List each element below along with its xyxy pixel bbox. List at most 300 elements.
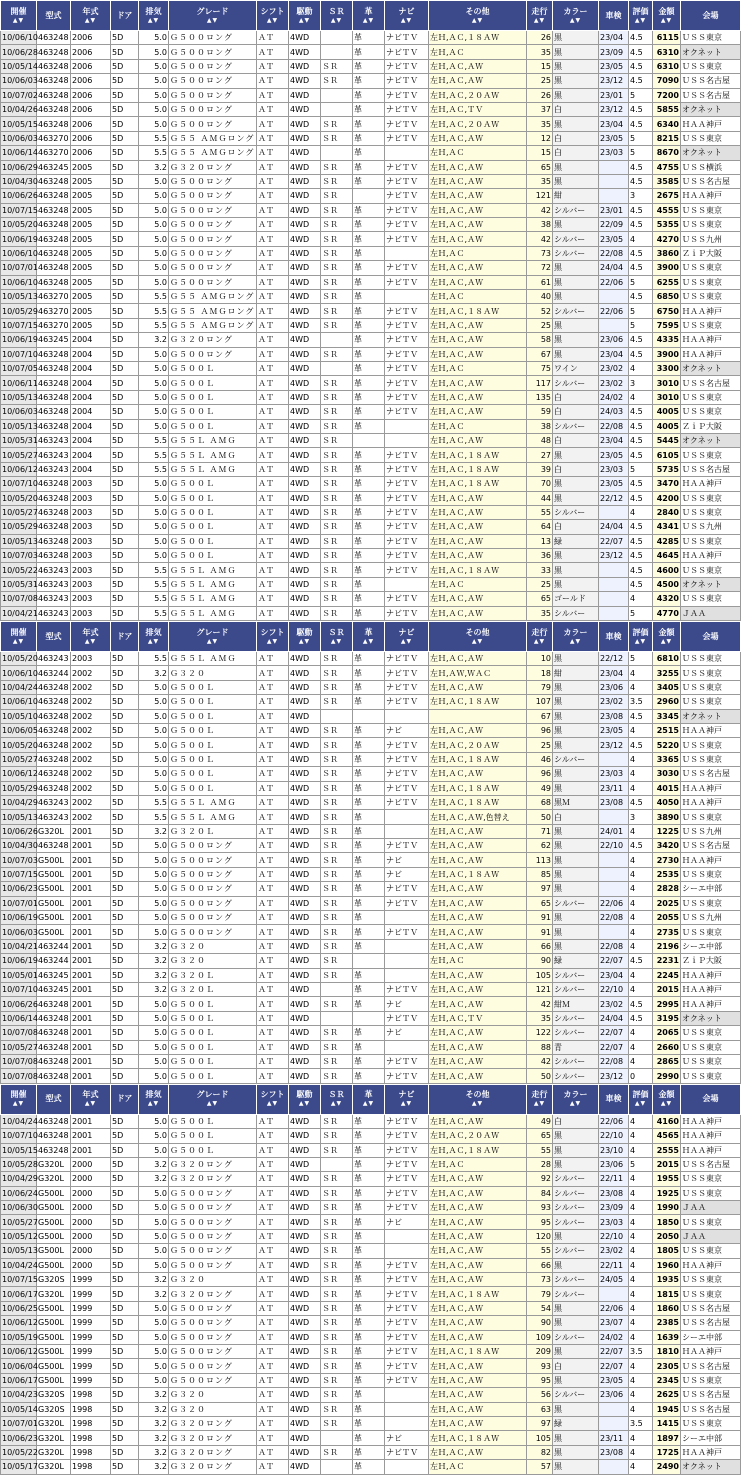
cell-shift: ＡＴ (257, 189, 289, 203)
cell-mileage: 96 (527, 723, 553, 737)
cell-other: 左Ｈ,ＡＣ,ＡＷ (429, 203, 527, 217)
cell-leather: 革 (353, 983, 385, 997)
sort-arrows-icon[interactable]: ▲▼ (471, 16, 484, 24)
column-header-date[interactable] (1, 1, 37, 31)
cell-drive: 4WD (289, 839, 321, 853)
column-header-leather[interactable] (353, 1, 385, 31)
cell-color: 白 (553, 1114, 599, 1128)
cell-inspection: 23/08 (599, 795, 629, 809)
column-header-displacement[interactable] (139, 1, 169, 31)
cell-inspection: 23/04 (599, 347, 629, 361)
cell-drive: 4WD (289, 146, 321, 160)
column-header-year[interactable] (71, 622, 111, 652)
column-header-rating[interactable] (629, 1084, 653, 1114)
cell-year: 2005 (71, 218, 111, 232)
cell-navi: ナビＴＶ (385, 1301, 429, 1315)
cell-inspection (599, 882, 629, 896)
cell-drive: 4WD (289, 563, 321, 577)
column-header-shift[interactable] (257, 1, 289, 31)
cell-model-code: 463248 (37, 275, 71, 289)
column-header-shift[interactable] (257, 622, 289, 652)
cell-model-code: 463248 (37, 1040, 71, 1054)
sort-arrows-icon[interactable]: ▲▼ (147, 1100, 160, 1108)
cell-doors: 5D (111, 577, 139, 591)
sort-arrows-icon[interactable]: ▲▼ (206, 637, 219, 645)
cell-venue: ＺｉＰ大阪 (681, 246, 741, 260)
cell-navi: ナビＴＶ (385, 680, 429, 694)
column-header-other[interactable] (429, 622, 527, 652)
column-header-rating[interactable] (629, 622, 653, 652)
cell-price: 4270 (653, 232, 681, 246)
cell-color: シルバー (553, 1054, 599, 1068)
sort-arrows-icon[interactable]: ▲▼ (471, 637, 484, 645)
column-header-mileage[interactable] (527, 622, 553, 652)
cell-color: 黒 (553, 1431, 599, 1445)
cell-leather: 革 (353, 1054, 385, 1068)
cell-model-code: 463243 (37, 652, 71, 666)
cell-date: 10/06/12 (1, 1316, 37, 1330)
cell-navi: ナビＴＶ (385, 59, 429, 73)
sort-arrows-icon[interactable]: ▲▼ (569, 16, 582, 24)
column-header-drive[interactable] (289, 1084, 321, 1114)
cell-leather: 革 (353, 31, 385, 45)
cell-color: 白 (553, 131, 599, 145)
column-header-other[interactable] (429, 1084, 527, 1114)
cell-sunroof: ＳＲ (321, 419, 353, 433)
cell-color: 紺Ｍ (553, 997, 599, 1011)
column-header-label: ＳＲ (328, 627, 345, 637)
cell-sunroof: ＳＲ (321, 520, 353, 534)
cell-model-code: G500L (37, 882, 71, 896)
cell-displacement: 5.0 (139, 1129, 169, 1143)
cell-navi: ナビ (385, 1215, 429, 1229)
column-header-doors (111, 1084, 139, 1114)
cell-inspection: 22/11 (599, 1172, 629, 1186)
cell-displacement: 3.2 (139, 1172, 169, 1186)
column-header-leather[interactable] (353, 1084, 385, 1114)
column-header-grade[interactable] (169, 1, 257, 31)
cell-model-code: G320L (37, 1287, 71, 1301)
cell-rating: 4.5 (629, 102, 653, 116)
column-header-drive[interactable] (289, 622, 321, 652)
column-header-sunroof[interactable] (321, 622, 353, 652)
sort-arrows-icon[interactable]: ▲▼ (298, 16, 311, 24)
sort-arrows-icon[interactable]: ▲▼ (634, 637, 647, 645)
cell-displacement: 5.0 (139, 680, 169, 694)
cell-price: 2490 (653, 1460, 681, 1474)
sort-arrows-icon[interactable]: ▲▼ (84, 637, 97, 645)
cell-displacement: 5.5 (139, 577, 169, 591)
cell-navi (385, 1388, 429, 1402)
cell-shift: ＡＴ (257, 1344, 289, 1358)
sort-arrows-icon[interactable]: ▲▼ (12, 1100, 25, 1108)
cell-date: 10/05/19 (1, 1330, 37, 1344)
cell-model-code: 463248 (37, 709, 71, 723)
sort-arrows-icon[interactable]: ▲▼ (660, 637, 673, 645)
cell-grade: Ｇ５００Ｌ (169, 534, 257, 548)
table-row (1, 261, 741, 275)
cell-drive: 4WD (289, 997, 321, 1011)
sort-arrows-icon[interactable]: ▲▼ (298, 637, 311, 645)
cell-price: 5735 (653, 462, 681, 476)
cell-venue: ＵＳＳ東京 (681, 261, 741, 275)
cell-navi: ナビＴＶ (385, 925, 429, 939)
cell-leather: 革 (353, 1301, 385, 1315)
column-header-navi[interactable] (385, 1, 429, 31)
cell-inspection: 22/11 (599, 1258, 629, 1272)
cell-sunroof: ＳＲ (321, 505, 353, 519)
column-header-price[interactable] (653, 1084, 681, 1114)
sort-arrows-icon[interactable]: ▲▼ (266, 16, 279, 24)
column-header-label: 駆動 (296, 627, 313, 637)
cell-navi: ナビＴＶ (385, 477, 429, 491)
sort-arrows-icon[interactable]: ▲▼ (84, 1100, 97, 1108)
column-header-date[interactable] (1, 1084, 37, 1114)
cell-rating: 4.5 (629, 59, 653, 73)
cell-sunroof (321, 361, 353, 375)
cell-color: 黒 (553, 709, 599, 723)
cell-mileage: 35 (527, 117, 553, 131)
cell-other: 左Ｈ,ＡＣ,ＡＷ (429, 853, 527, 867)
sort-arrows-icon[interactable]: ▲▼ (400, 637, 413, 645)
cell-leather: 革 (353, 246, 385, 260)
cell-doors: 5D (111, 882, 139, 896)
cell-mileage: 39 (527, 462, 553, 476)
cell-navi: ナビＴＶ (385, 261, 429, 275)
column-header-label: ドア (116, 631, 133, 641)
table-row (1, 795, 741, 809)
cell-year: 2006 (71, 102, 111, 116)
column-header-label: 排気 (145, 627, 162, 637)
cell-doors: 5D (111, 1359, 139, 1373)
cell-sunroof: ＳＲ (321, 491, 353, 505)
cell-model-code: 463245 (37, 968, 71, 982)
cell-sunroof: ＳＲ (321, 911, 353, 925)
cell-drive: 4WD (289, 448, 321, 462)
cell-year: 2003 (71, 606, 111, 620)
cell-displacement: 5.5 (139, 433, 169, 447)
cell-leather: 革 (353, 592, 385, 606)
cell-drive: 4WD (289, 1258, 321, 1272)
cell-displacement: 5.0 (139, 361, 169, 375)
cell-doors: 5D (111, 1316, 139, 1330)
cell-color: シルバー (553, 246, 599, 260)
cell-sunroof: ＳＲ (321, 563, 353, 577)
cell-venue: ＨＡＡ神戸 (681, 853, 741, 867)
cell-inspection (599, 563, 629, 577)
sort-arrows-icon[interactable]: ▲▼ (362, 1100, 375, 1108)
sort-arrows-icon[interactable]: ▲▼ (660, 1100, 673, 1108)
sort-arrows-icon[interactable]: ▲▼ (660, 16, 673, 24)
cell-shift: ＡＴ (257, 246, 289, 260)
sort-arrows-icon[interactable]: ▲▼ (266, 637, 279, 645)
column-header-sunroof[interactable] (321, 1084, 353, 1114)
column-header-sunroof[interactable] (321, 1, 353, 31)
cell-rating: 4 (629, 752, 653, 766)
cell-model-code: 463243 (37, 606, 71, 620)
column-header-grade[interactable] (169, 622, 257, 652)
cell-mileage: 25 (527, 318, 553, 332)
cell-year: 2000 (71, 1157, 111, 1171)
column-header-mileage[interactable] (527, 1, 553, 31)
cell-shift: ＡＴ (257, 824, 289, 838)
cell-sunroof: ＳＲ (321, 853, 353, 867)
table-row (1, 1026, 741, 1040)
cell-mileage: 42 (527, 1054, 553, 1068)
cell-date: 10/06/19 (1, 333, 37, 347)
cell-date: 10/05/22 (1, 1445, 37, 1459)
sort-arrows-icon[interactable]: ▲▼ (569, 637, 582, 645)
cell-mileage: 97 (527, 882, 553, 896)
column-header-color[interactable] (553, 1084, 599, 1114)
cell-venue: シーエ中部 (681, 939, 741, 953)
table-row (1, 1316, 741, 1330)
cell-sunroof: ＳＲ (321, 738, 353, 752)
sort-arrows-icon[interactable]: ▲▼ (330, 16, 343, 24)
cell-navi: ナビＴＶ (385, 1186, 429, 1200)
cell-price: 6810 (653, 652, 681, 666)
cell-other: 左Ｈ,ＡＣ,１８ＡＷ (429, 304, 527, 318)
column-header-other[interactable] (429, 1, 527, 31)
cell-model-code: 463243 (37, 795, 71, 809)
sort-arrows-icon[interactable]: ▲▼ (206, 16, 219, 24)
cell-navi: ナビＴＶ (385, 1069, 429, 1083)
sort-arrows-icon[interactable]: ▲▼ (12, 637, 25, 645)
cell-leather: 革 (353, 1186, 385, 1200)
cell-other: 左Ｈ,ＡＣ,ＡＷ (429, 968, 527, 982)
cell-inspection: 23/12 (599, 1069, 629, 1083)
cell-navi: ナビＴＶ (385, 1143, 429, 1157)
cell-inspection: 22/06 (599, 1114, 629, 1128)
cell-rating: 4 (629, 882, 653, 896)
column-header-displacement[interactable] (139, 1084, 169, 1114)
table-row (1, 31, 741, 45)
sort-arrows-icon[interactable]: ▲▼ (533, 16, 546, 24)
cell-leather: 革 (353, 1172, 385, 1186)
cell-inspection: 23/02 (599, 997, 629, 1011)
cell-sunroof: ＳＲ (321, 1054, 353, 1068)
cell-mileage: 93 (527, 1201, 553, 1215)
cell-navi: ナビＴＶ (385, 88, 429, 102)
header-row (1, 1, 741, 31)
cell-color: 黒 (553, 549, 599, 563)
cell-sunroof: ＳＲ (321, 477, 353, 491)
sort-arrows-icon[interactable]: ▲▼ (266, 1100, 279, 1108)
sort-arrows-icon[interactable]: ▲▼ (362, 637, 375, 645)
cell-doors: 5D (111, 102, 139, 116)
cell-price: 1955 (653, 1172, 681, 1186)
cell-sunroof (321, 1157, 353, 1171)
cell-drive: 4WD (289, 1040, 321, 1054)
column-header-displacement[interactable] (139, 622, 169, 652)
cell-leather: 革 (353, 781, 385, 795)
cell-grade: Ｇ３２０ (169, 1402, 257, 1416)
sort-arrows-icon[interactable]: ▲▼ (84, 16, 97, 24)
cell-date: 10/06/23 (1, 1431, 37, 1445)
column-header-mileage[interactable] (527, 1084, 553, 1114)
sort-arrows-icon[interactable]: ▲▼ (400, 16, 413, 24)
cell-doors: 5D (111, 1258, 139, 1272)
cell-venue: ＵＳＳ東京 (681, 505, 741, 519)
cell-venue: ＵＳＳ九州 (681, 911, 741, 925)
cell-drive: 4WD (289, 1416, 321, 1430)
column-header-grade[interactable] (169, 1084, 257, 1114)
cell-year: 2001 (71, 954, 111, 968)
cell-price: 2960 (653, 695, 681, 709)
cell-rating: 4.5 (629, 520, 653, 534)
cell-shift: ＡＴ (257, 853, 289, 867)
cell-grade: Ｇ５００ロング (169, 203, 257, 217)
cell-doors: 5D (111, 810, 139, 824)
cell-rating: 4 (629, 1330, 653, 1344)
sort-arrows-icon[interactable]: ▲▼ (147, 637, 160, 645)
cell-rating: 3 (629, 189, 653, 203)
sort-arrows-icon[interactable]: ▲▼ (12, 16, 25, 24)
cell-color: 緑 (553, 1416, 599, 1430)
column-header-model-code (37, 622, 71, 652)
cell-inspection (599, 1416, 629, 1430)
cell-mileage: 10 (527, 652, 553, 666)
cell-leather: 革 (353, 911, 385, 925)
cell-navi: ナビＴＶ (385, 1373, 429, 1387)
cell-inspection: 23/04 (599, 31, 629, 45)
cell-price: 6750 (653, 304, 681, 318)
cell-leather: 革 (353, 534, 385, 548)
table-row (1, 1215, 741, 1229)
sort-arrows-icon[interactable]: ▲▼ (471, 1100, 484, 1108)
cell-grade: Ｇ３２０ロング (169, 333, 257, 347)
cell-rating: 5 (629, 131, 653, 145)
cell-shift: ＡＴ (257, 448, 289, 462)
cell-doors: 5D (111, 88, 139, 102)
cell-year: 1998 (71, 1388, 111, 1402)
cell-grade: Ｇ５５Ｌ ＡＭＧ (169, 795, 257, 809)
cell-color: シルバー (553, 1215, 599, 1229)
cell-grade: Ｇ５５Ｌ ＡＭＧ (169, 810, 257, 824)
column-header-year[interactable] (71, 1084, 111, 1114)
cell-rating: 4.5 (629, 448, 653, 462)
cell-year: 2001 (71, 1129, 111, 1143)
cell-grade: Ｇ５００ロング (169, 925, 257, 939)
cell-shift: ＡＴ (257, 117, 289, 131)
sort-arrows-icon[interactable]: ▲▼ (330, 637, 343, 645)
cell-drive: 4WD (289, 606, 321, 620)
column-header-inspection (599, 622, 629, 652)
cell-grade: Ｇ５００Ｌ (169, 752, 257, 766)
sort-arrows-icon[interactable]: ▲▼ (533, 1100, 546, 1108)
cell-displacement: 5.0 (139, 1359, 169, 1373)
cell-leather: 革 (353, 606, 385, 620)
cell-price: 2625 (653, 1388, 681, 1402)
cell-rating: 3.5 (629, 695, 653, 709)
sort-arrows-icon[interactable]: ▲▼ (634, 1100, 647, 1108)
column-header-date[interactable] (1, 622, 37, 652)
column-header-rating[interactable] (629, 1, 653, 31)
cell-inspection: 23/12 (599, 74, 629, 88)
cell-mileage: 26 (527, 31, 553, 45)
column-header-navi[interactable] (385, 1084, 429, 1114)
cell-leather: 革 (353, 520, 385, 534)
cell-shift: ＡＴ (257, 752, 289, 766)
column-header-drive[interactable] (289, 1, 321, 31)
cell-leather: 革 (353, 723, 385, 737)
sort-arrows-icon[interactable]: ▲▼ (533, 637, 546, 645)
sort-arrows-icon[interactable]: ▲▼ (330, 1100, 343, 1108)
cell-color: 黒 (553, 1301, 599, 1315)
table-row (1, 723, 741, 737)
cell-rating: 4.5 (629, 477, 653, 491)
cell-displacement: 5.5 (139, 563, 169, 577)
column-header-color[interactable] (553, 622, 599, 652)
cell-price: 2015 (653, 983, 681, 997)
sort-arrows-icon[interactable]: ▲▼ (569, 1100, 582, 1108)
cell-mileage: 35 (527, 1011, 553, 1025)
cell-mileage: 42 (527, 203, 553, 217)
cell-shift: ＡＴ (257, 867, 289, 881)
cell-sunroof: ＳＲ (321, 1373, 353, 1387)
cell-leather: 革 (353, 1157, 385, 1171)
cell-model-code: G320L (37, 1416, 71, 1430)
sort-arrows-icon[interactable]: ▲▼ (298, 1100, 311, 1108)
table-row (1, 1129, 741, 1143)
cell-date: 10/06/26 (1, 997, 37, 1011)
sort-arrows-icon[interactable]: ▲▼ (400, 1100, 413, 1108)
cell-rating: 4 (629, 1201, 653, 1215)
cell-other (429, 709, 527, 723)
cell-color: 黒 (553, 695, 599, 709)
sort-arrows-icon[interactable]: ▲▼ (362, 16, 375, 24)
cell-mileage: 96 (527, 767, 553, 781)
cell-date: 10/07/08 (1, 1069, 37, 1083)
cell-shift: ＡＴ (257, 652, 289, 666)
cell-displacement: 3.2 (139, 1273, 169, 1287)
column-header-navi[interactable] (385, 622, 429, 652)
cell-grade: Ｇ５００Ｌ (169, 723, 257, 737)
sort-arrows-icon[interactable]: ▲▼ (206, 1100, 219, 1108)
column-header-color[interactable] (553, 1, 599, 31)
column-header-year[interactable] (71, 1, 111, 31)
cell-grade: Ｇ３２０ロング (169, 1431, 257, 1445)
cell-year: 2006 (71, 59, 111, 73)
cell-mileage: 75 (527, 361, 553, 375)
column-header-price[interactable] (653, 622, 681, 652)
cell-shift: ＡＴ (257, 347, 289, 361)
cell-doors: 5D (111, 680, 139, 694)
cell-shift: ＡＴ (257, 203, 289, 217)
cell-grade: Ｇ５００ロング (169, 246, 257, 260)
cell-inspection: 22/10 (599, 983, 629, 997)
column-header-shift[interactable] (257, 1084, 289, 1114)
column-header-leather[interactable] (353, 622, 385, 652)
cell-leather: 革 (353, 767, 385, 781)
column-header-price[interactable] (653, 1, 681, 31)
sort-arrows-icon[interactable]: ▲▼ (634, 16, 647, 24)
cell-price: 5220 (653, 738, 681, 752)
cell-other: 左Ｈ,ＡＣ,ＡＷ (429, 1026, 527, 1040)
cell-doors: 5D (111, 45, 139, 59)
cell-doors: 5D (111, 405, 139, 419)
cell-color: 黒 (553, 290, 599, 304)
table-row (1, 218, 741, 232)
cell-displacement: 5.0 (139, 1054, 169, 1068)
cell-inspection: 24/05 (599, 1273, 629, 1287)
cell-leather: 革 (353, 1416, 385, 1430)
cell-grade: Ｇ５００ロング (169, 261, 257, 275)
sort-arrows-icon[interactable]: ▲▼ (147, 16, 160, 24)
table-row (1, 1011, 741, 1025)
cell-mileage: 52 (527, 304, 553, 318)
cell-doors: 5D (111, 246, 139, 260)
